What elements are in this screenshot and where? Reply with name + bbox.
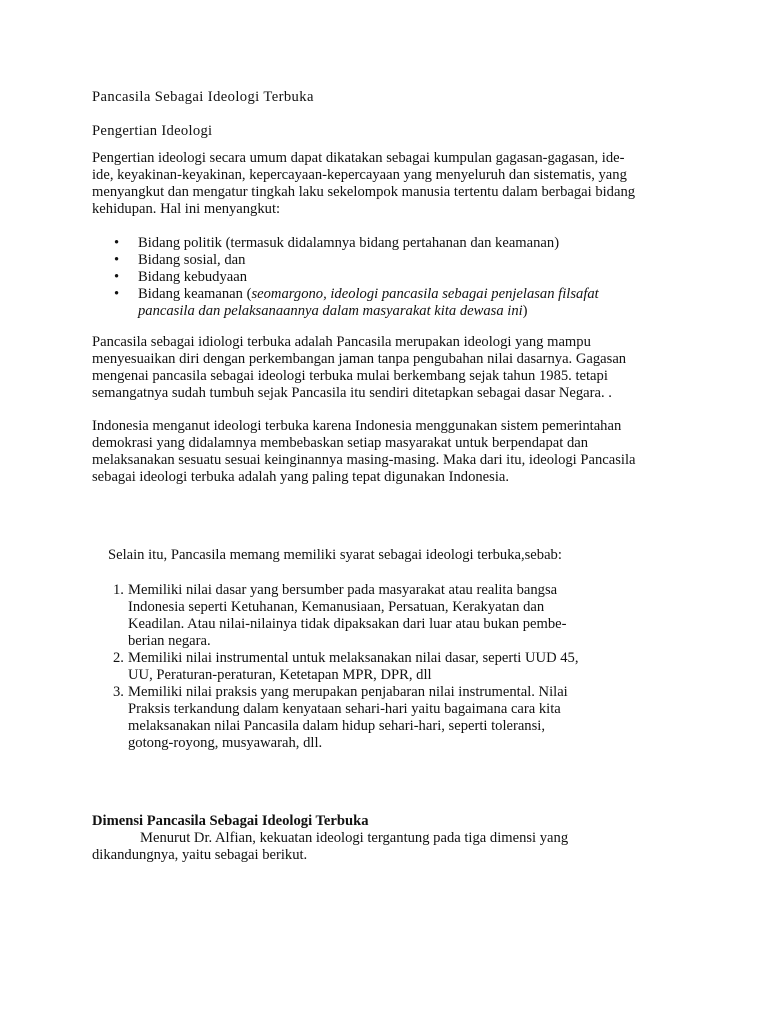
paragraph-line: melaksanakan sesuatu sesuai keinginannya masing-masing. Maka dari itu, ideologi Pancasila — [92, 452, 636, 468]
paragraph-line: sebagai ideologi terbuka adalah yang paling tepat digunakan Indonesia. — [92, 469, 509, 485]
intro-line: kehidupan. Hal ini menyangkut: — [92, 201, 281, 217]
intro-line: menyangkut dan mengatur tingkah laku sekelompok manusia tertentu dalam berbagai bidang — [92, 184, 636, 200]
section-heading-pengertian: Pengertian Ideologi — [92, 123, 213, 139]
bullet-marker-icon: • — [114, 252, 120, 268]
citation-text: pancasila dan pelaksanaannya dalam masyarakat kita dewasa ini — [138, 303, 523, 319]
list-item — [113, 650, 613, 684]
list-item-suffix: ) — [522, 303, 528, 319]
list-number: 3. — [113, 684, 124, 700]
numbered-list — [113, 582, 613, 752]
intro-paragraph — [92, 150, 675, 218]
bullet-list — [92, 235, 675, 320]
list-item-line: berian negara. — [128, 633, 211, 649]
section-heading-dimensi: Dimensi Pancasila Sebagai Ideologi Terbuka — [92, 813, 369, 829]
list-item — [92, 252, 675, 269]
list-item-text: Bidang politik (termasuk didalamnya bidang pertahanan dan keamanan) — [138, 235, 560, 251]
list-item — [113, 684, 613, 752]
citation-text: seomargono, ideologi pancasila sebagai penjelasan filsafat — [251, 286, 599, 302]
list-item-line: Memiliki nilai praksis yang merupakan penjabaran nilai instrumental. Nilai — [128, 684, 568, 700]
paragraph-line: mengenai pancasila sebagai ideologi terbuka mulai berkembang sejak tahun 1985. tetapi — [92, 368, 608, 384]
list-item-text: Bidang sosial, dan — [138, 252, 246, 268]
paragraph-line: Pancasila sebagai idiologi terbuka adalah Pancasila merupakan ideologi yang mampu — [92, 334, 591, 350]
bullet-marker-icon: • — [114, 269, 120, 285]
list-item-text — [138, 286, 675, 303]
list-item-line: Memiliki nilai instrumental untuk melaksanakan nilai dasar, seperti UUD 45, — [128, 650, 579, 666]
list-item-text: Bidang kebudyaan — [138, 269, 248, 285]
list-item — [92, 269, 675, 286]
list-item — [92, 286, 675, 320]
list-item-line: melaksanakan nilai Pancasila dalam hidup sehari-hari, seperti toleransi, — [128, 718, 545, 734]
paragraph-line: semangatnya sudah tumbuh sejak Pancasila itu sendiri ditetapkan sebagai dasar Negara. . — [92, 385, 612, 401]
paragraph-indonesia — [92, 418, 675, 486]
list-number: 1. — [113, 582, 124, 598]
paragraph-line: demokrasi yang didalamnya membebaskan setiap masyarakat untuk berpendapat dan — [92, 435, 589, 451]
list-number: 2. — [113, 650, 124, 666]
document-title: Pancasila Sebagai Ideologi Terbuka — [92, 89, 314, 105]
list-item-line: gotong-royong, musyawarah, dll. — [128, 735, 323, 751]
paragraph-selain: Selain itu, Pancasila memang memiliki syarat sebagai ideologi terbuka,sebab: — [108, 547, 562, 563]
bullet-marker-icon: • — [114, 286, 120, 302]
list-item-line: UU, Peraturan-peraturan, Ketetapan MPR, DPR, dll — [128, 667, 432, 683]
paragraph-ideologi-terbuka — [92, 334, 675, 402]
list-item-line: Memiliki nilai dasar yang bersumber pada masyarakat atau realita bangsa — [128, 582, 558, 598]
paragraph-line: menyesuaikan diri dengan perkembangan jaman tanpa pengubahan nilai dasarnya. Gagasan — [92, 351, 627, 367]
list-item-prefix: Bidang keamanan ( — [138, 286, 252, 302]
bullet-marker-icon: • — [114, 235, 120, 251]
list-item — [92, 235, 675, 252]
list-item-line: Praksis terkandung dalam kenyataan sehari-hari yaitu bagaimana cara kita — [128, 701, 561, 717]
list-item-line: Keadilan. Atau nilai-nilainya tidak dipaksakan dari luar atau bukan pembe- — [128, 616, 567, 632]
intro-line: ide, keyakinan-keyakinan, kepercayaan-kepercayaan yang menyeluruh dan sistematis, yang — [92, 167, 627, 183]
list-item-text — [138, 303, 675, 320]
list-item-line: Indonesia seperti Ketuhanan, Kemanusiaan, Persatuan, Kerakyatan dan — [128, 599, 545, 615]
intro-line: Pengertian ideologi secara umum dapat dikatakan sebagai kumpulan gagasan-gagasan, ide- — [92, 150, 625, 166]
paragraph-line: dikandungnya, yaitu sebagai berikut. — [92, 847, 308, 863]
paragraph-line: Menurut Dr. Alfian, kekuatan ideologi tergantung pada tiga dimensi yang — [140, 830, 569, 846]
paragraph-line: Indonesia menganut ideologi terbuka karena Indonesia menggunakan sistem pemerintahan — [92, 418, 622, 434]
paragraph-dimensi — [92, 830, 652, 864]
list-item — [113, 582, 613, 650]
